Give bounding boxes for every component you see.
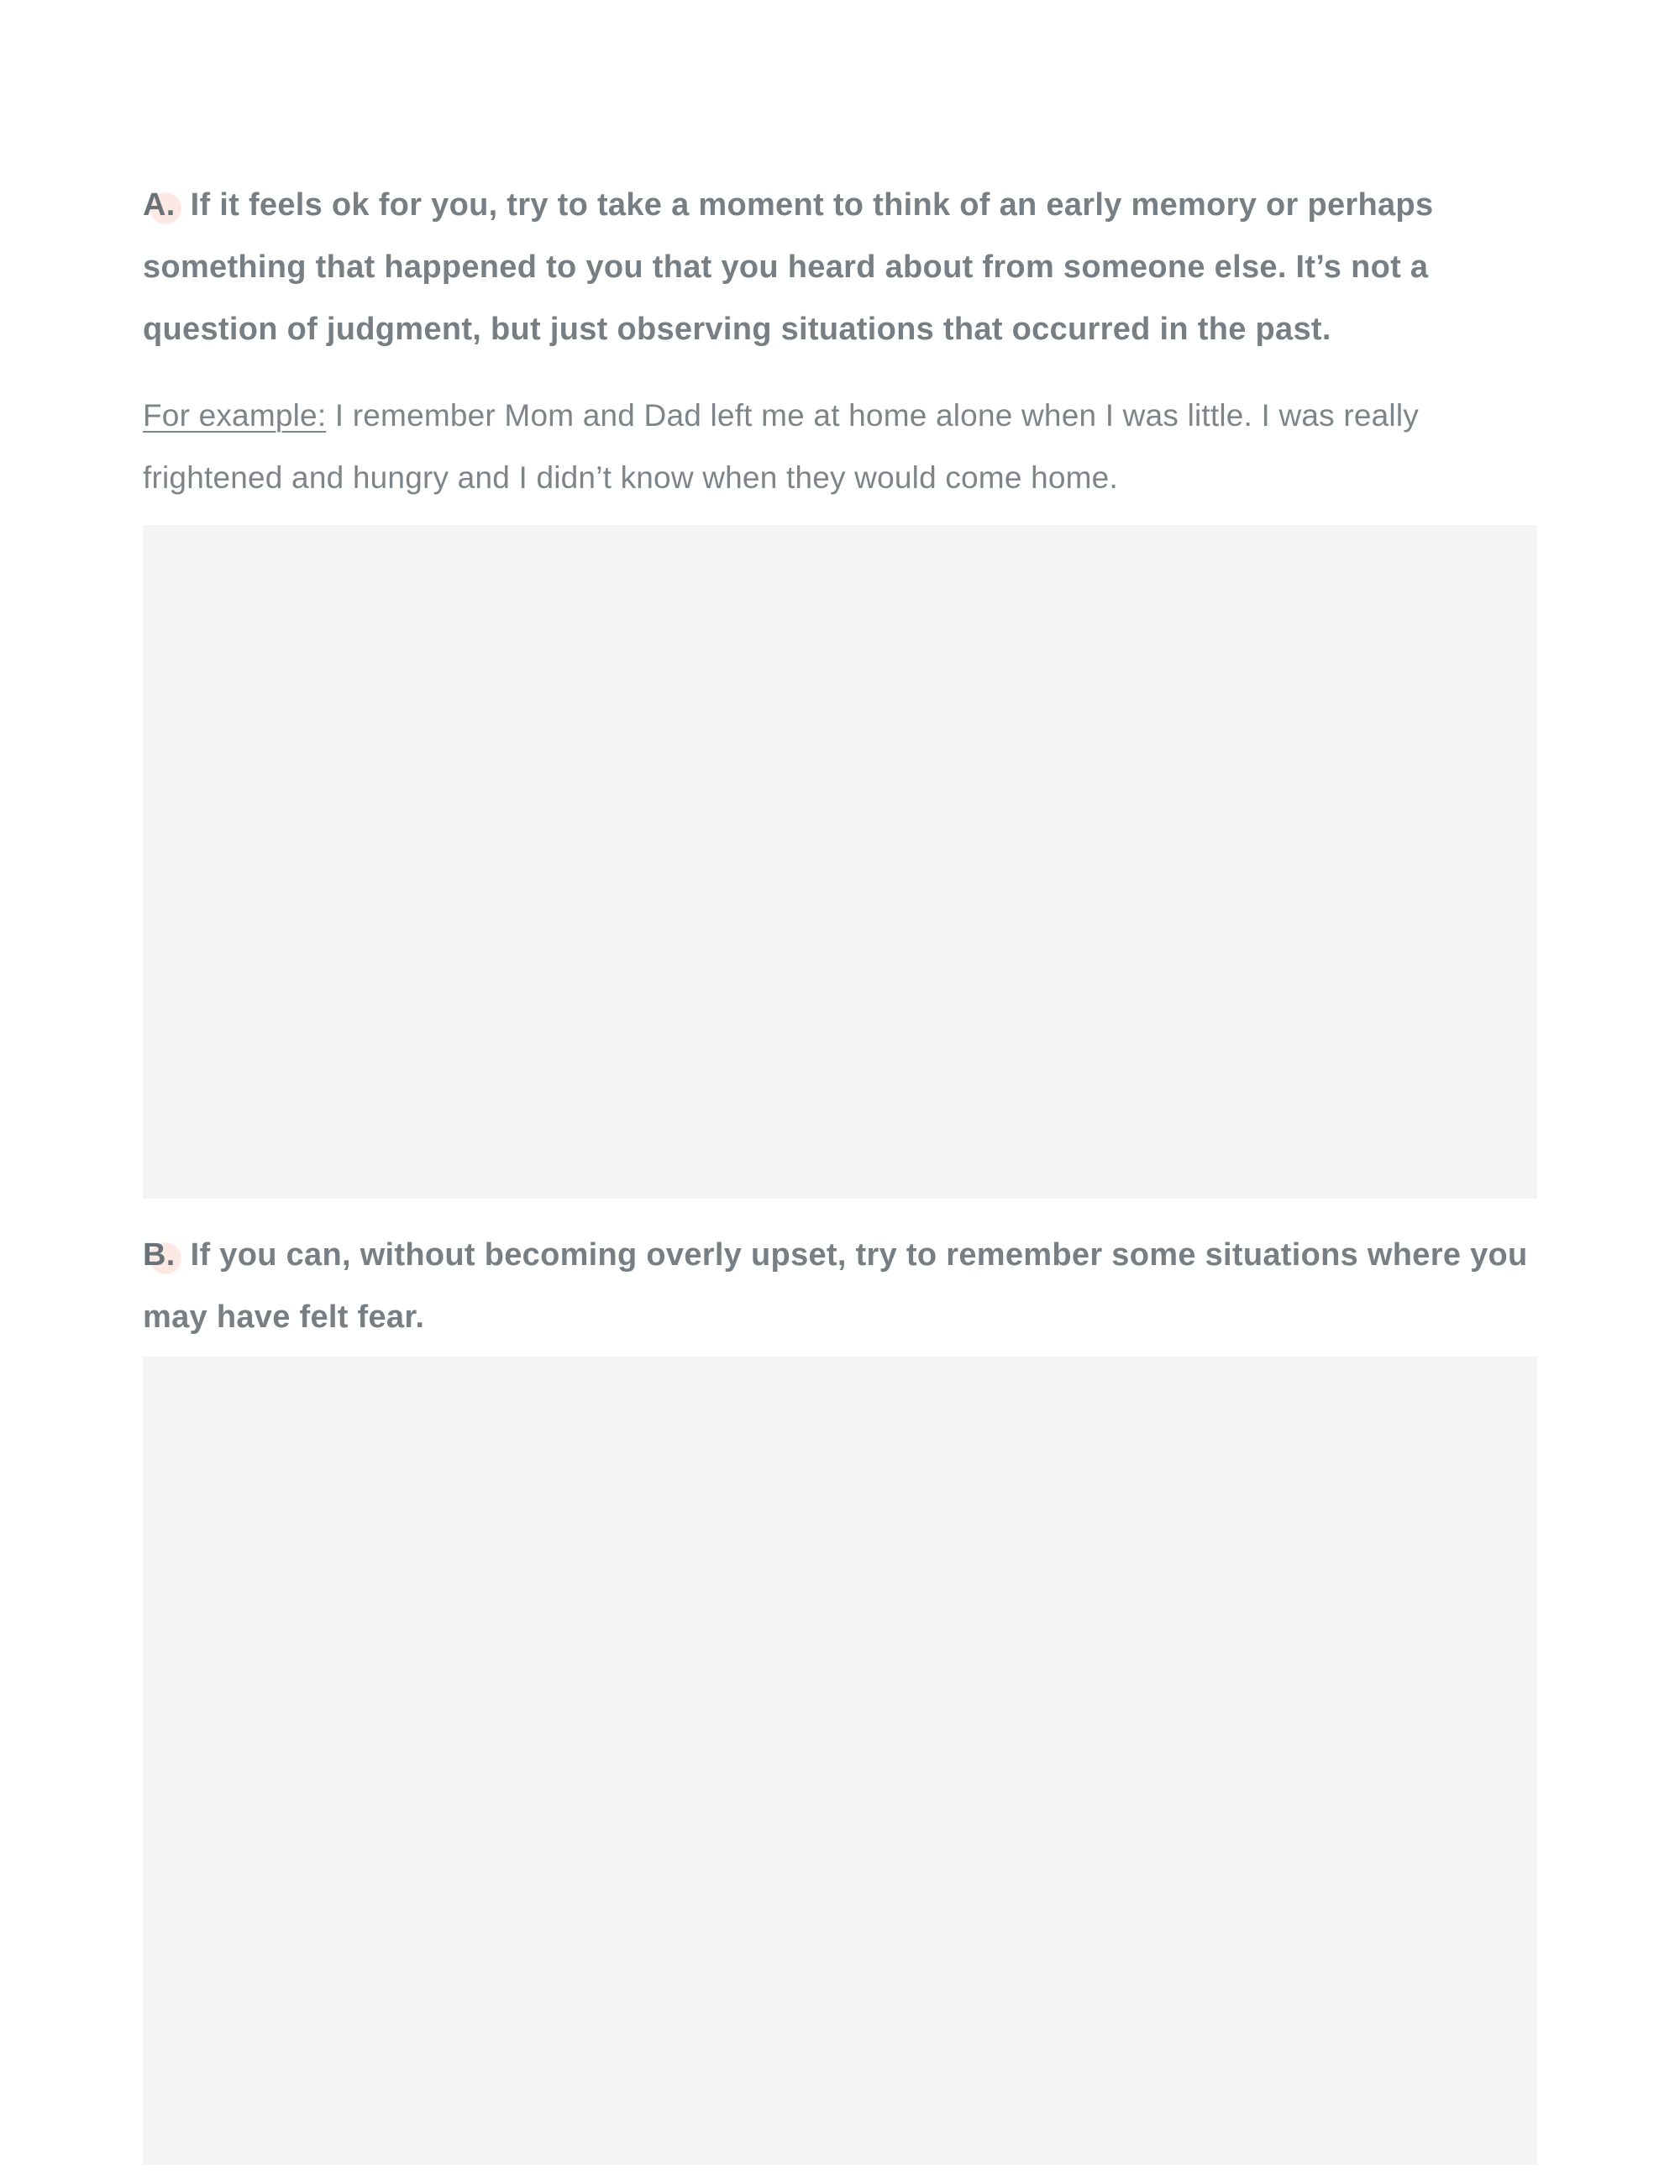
question-a-text: If it feels ok for you, try to take a moment to think of an early memory or perhaps something that happened to you that you heard about from someone else. It’s not a question of judgment, but just observing situations that occurred in the past. xyxy=(143,187,1434,347)
question-b xyxy=(143,1224,1537,1348)
example-a xyxy=(143,385,1537,509)
question-b-text: If you can, without becoming overly upset, try to remember some situations where you may have felt fear. xyxy=(143,1237,1528,1335)
example-label: For example: xyxy=(143,398,327,433)
example-text: I remember Mom and Dad left me at home alone when I was little. I was really frightened and hungry and I didn’t know when they would come home. xyxy=(143,398,1419,495)
answer-box-a[interactable] xyxy=(143,525,1537,1199)
answer-box-b[interactable] xyxy=(143,1357,1537,2165)
question-a xyxy=(143,174,1537,360)
question-b-letter: B. xyxy=(143,1224,176,1286)
question-a-letter: A. xyxy=(143,174,176,236)
worksheet-page xyxy=(143,0,1537,2184)
